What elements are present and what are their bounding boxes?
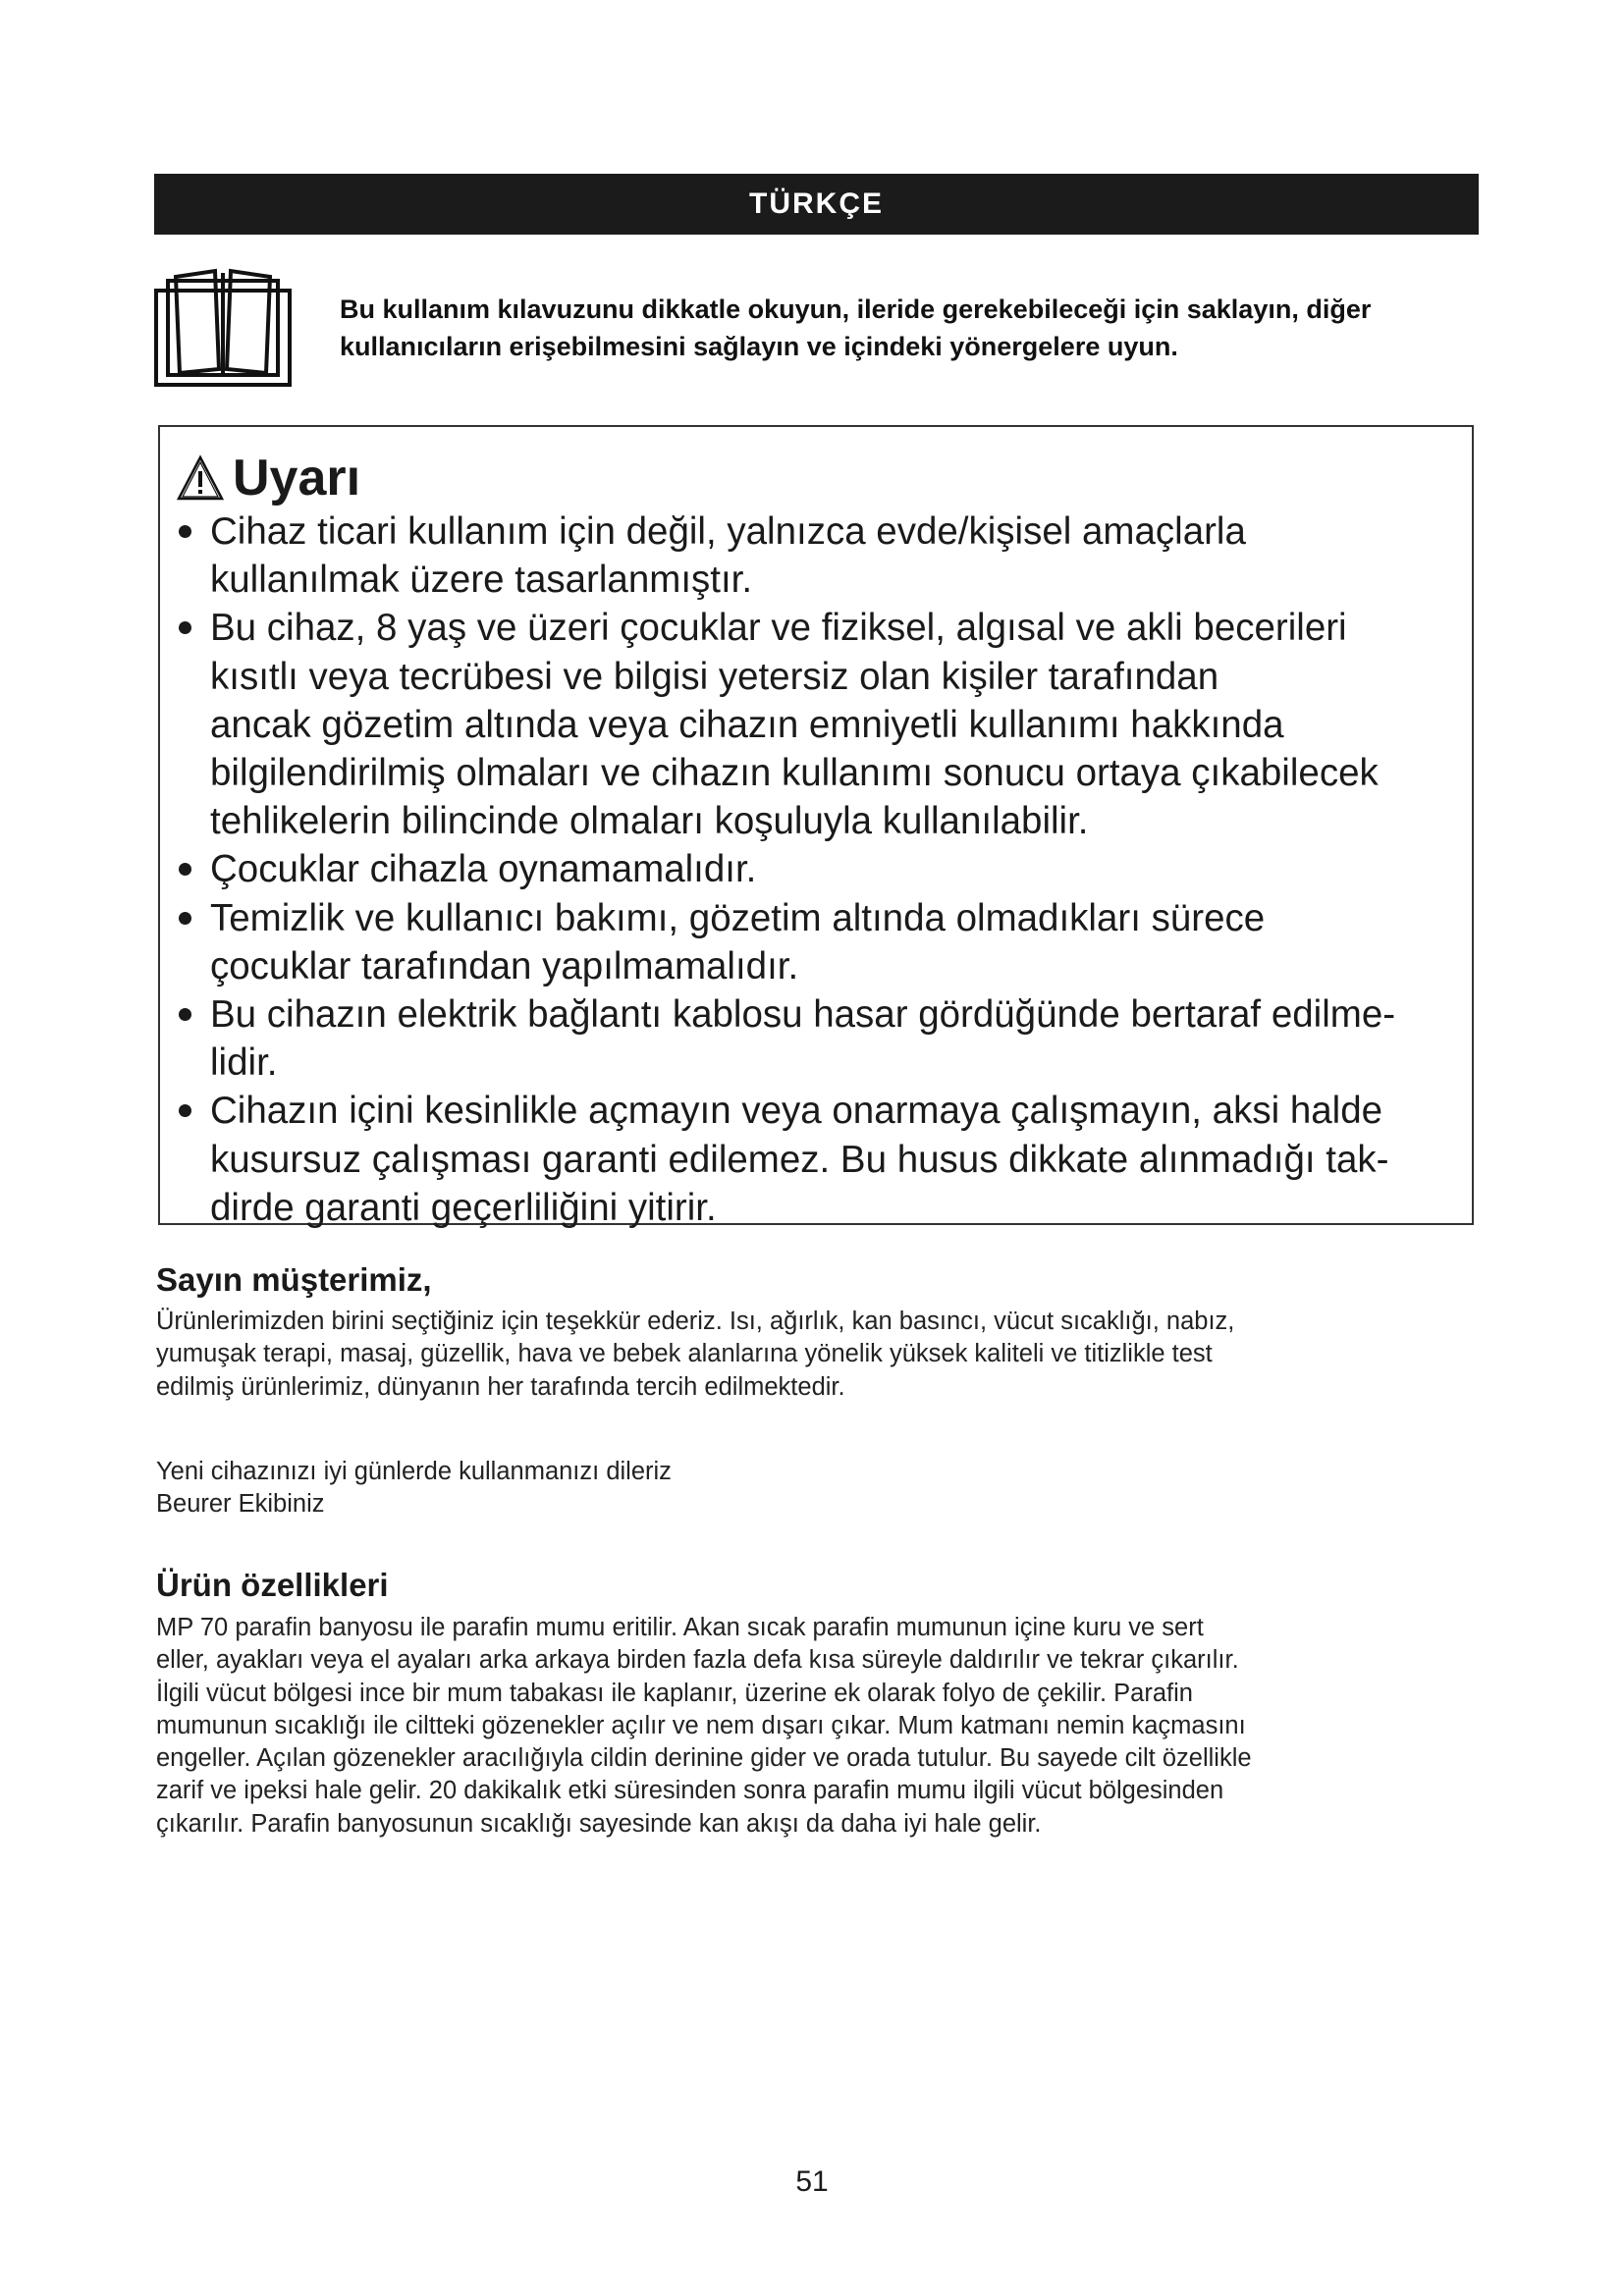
warning-line: kısıtlı veya tecrübesi ve bilgisi yetersiz olan kişiler tarafından bbox=[210, 655, 1219, 698]
open-book-icon bbox=[154, 267, 292, 387]
warning-triangle-icon bbox=[176, 454, 225, 502]
intro-notice bbox=[340, 291, 1489, 365]
greeting-line: Ürünlerimizden birini seçtiğiniz için teşekkür ederiz. Isı, ağırlık, kan basıncı, vücut sıcaklığı, nabız, bbox=[156, 1308, 1235, 1335]
warning-header bbox=[176, 447, 360, 509]
warning-item bbox=[178, 990, 1472, 1087]
features-line: engeller. Açılan gözenekler aracılığıyla cildin derinine gider ve orada tutulur. Bu sayede cilt özellikle bbox=[156, 1744, 1252, 1773]
warning-line: Bu cihazın elektrik bağlantı kablosu hasar gördüğünde bertaraf edilme- bbox=[210, 993, 1396, 1037]
warning-line: ancak gözetim altında veya cihazın emniyetli kullanımı hakkında bbox=[210, 703, 1284, 746]
warning-box bbox=[158, 425, 1474, 1229]
features-line: MP 70 parafin banyosu ile parafin mumu eritilir. Akan sıcak parafin mumunun içine kuru ve sert bbox=[156, 1614, 1204, 1641]
greeting-title: Sayın müşterimiz, bbox=[156, 1261, 432, 1298]
warning-line: Çocuklar cihazla oynamamalıdır. bbox=[210, 848, 757, 891]
warning-line: kusursuz çalışması garanti edilemez. Bu husus dikkate alınmadığı tak- bbox=[210, 1138, 1389, 1181]
warning-line: bilgilendirilmiş olmaları ve cihazın kullanımı sonucu ortaya çıkabilecek bbox=[210, 752, 1379, 795]
warning-item bbox=[178, 894, 1472, 990]
features-line: eller, ayakları veya el ayaları arka arkaya birden fazla defa kısa süreyle daldırılır ve tekrar çıkarılır. bbox=[156, 1646, 1239, 1675]
warning-line: Temizlik ve kullanıcı bakımı, gözetim altında olmadıkları sürece bbox=[210, 896, 1266, 939]
warning-line: kullanılmak üzere tasarlanmıştır. bbox=[210, 559, 753, 602]
warning-line: dirde garanti geçerliliğini yitirir. bbox=[210, 1186, 717, 1229]
intro-line: kullanıcıların erişebilmesini sağlayın ve içindeki yönergelere uyun. bbox=[340, 332, 1178, 361]
intro-line: Bu kullanım kılavuzunu dikkatle okuyun, ileride gerekebileceği için saklayın, diğer bbox=[340, 294, 1372, 324]
features-title: Ürün özellikleri bbox=[156, 1567, 389, 1603]
warning-item bbox=[178, 1087, 1472, 1232]
warning-line: Cihaz ticari kullanım için değil, yalnızca evde/kişisel amaçlarla bbox=[210, 510, 1246, 553]
warning-item bbox=[178, 845, 1472, 893]
page-number: 51 bbox=[795, 2165, 829, 2198]
warning-line: çocuklar tarafından yapılmamalıdır. bbox=[210, 944, 799, 988]
greeting-line: yumuşak terapi, masaj, güzellik, hava ve bebek alanlarına yönelik yüksek kaliteli ve titizlikle test bbox=[156, 1340, 1213, 1368]
warning-line: Bu cihaz, 8 yaş ve üzeri çocuklar ve fiziksel, algısal ve akli becerileri bbox=[210, 607, 1347, 650]
warning-line: lidir. bbox=[210, 1041, 278, 1085]
greeting-line: edilmiş ürünlerimiz, dünyanın her tarafında tercih edilmektedir. bbox=[156, 1372, 845, 1401]
language-header-bar: TÜRKÇE bbox=[154, 174, 1479, 235]
features-paragraph bbox=[156, 1612, 1477, 1841]
signature-line: Beurer Ekibiniz bbox=[156, 1490, 325, 1519]
closing-line: Yeni cihazınızı iyi günlerde kullanmanızı dileriz bbox=[156, 1458, 672, 1485]
greeting-paragraph bbox=[156, 1306, 1477, 1404]
warning-list bbox=[178, 507, 1472, 1232]
warning-item bbox=[178, 604, 1472, 845]
features-line: İlgili vücut bölgesi ince bir mum tabakası ile kaplanır, üzerine ek olarak folyo de çekilir. Parafin bbox=[156, 1679, 1193, 1707]
warning-line: Cihazın içini kesinlikle açmayın veya onarmaya çalışmayın, aksi halde bbox=[210, 1090, 1383, 1133]
features-line: mumunun sıcaklığı ile ciltteki gözenekler açılır ve nem dışarı çıkar. Mum katmanı nemin kaçmasını bbox=[156, 1711, 1246, 1739]
features-line: zarif ve ipeksi hale gelir. 20 dakikalık etki süresinden sonra parafin mumu ilgili vücut bölgesinden bbox=[156, 1777, 1224, 1805]
greeting-closing bbox=[156, 1456, 1477, 1522]
warning-line: tehlikelerin bilincinde olmaları koşuluyla kullanılabilir. bbox=[210, 800, 1089, 843]
features-line: çıkarılır. Parafin banyosunun sıcaklığı sayesinde kan akışı da daha iyi hale gelir. bbox=[156, 1809, 1042, 1838]
warning-item bbox=[178, 507, 1472, 604]
warning-title: Uyarı bbox=[233, 450, 361, 507]
